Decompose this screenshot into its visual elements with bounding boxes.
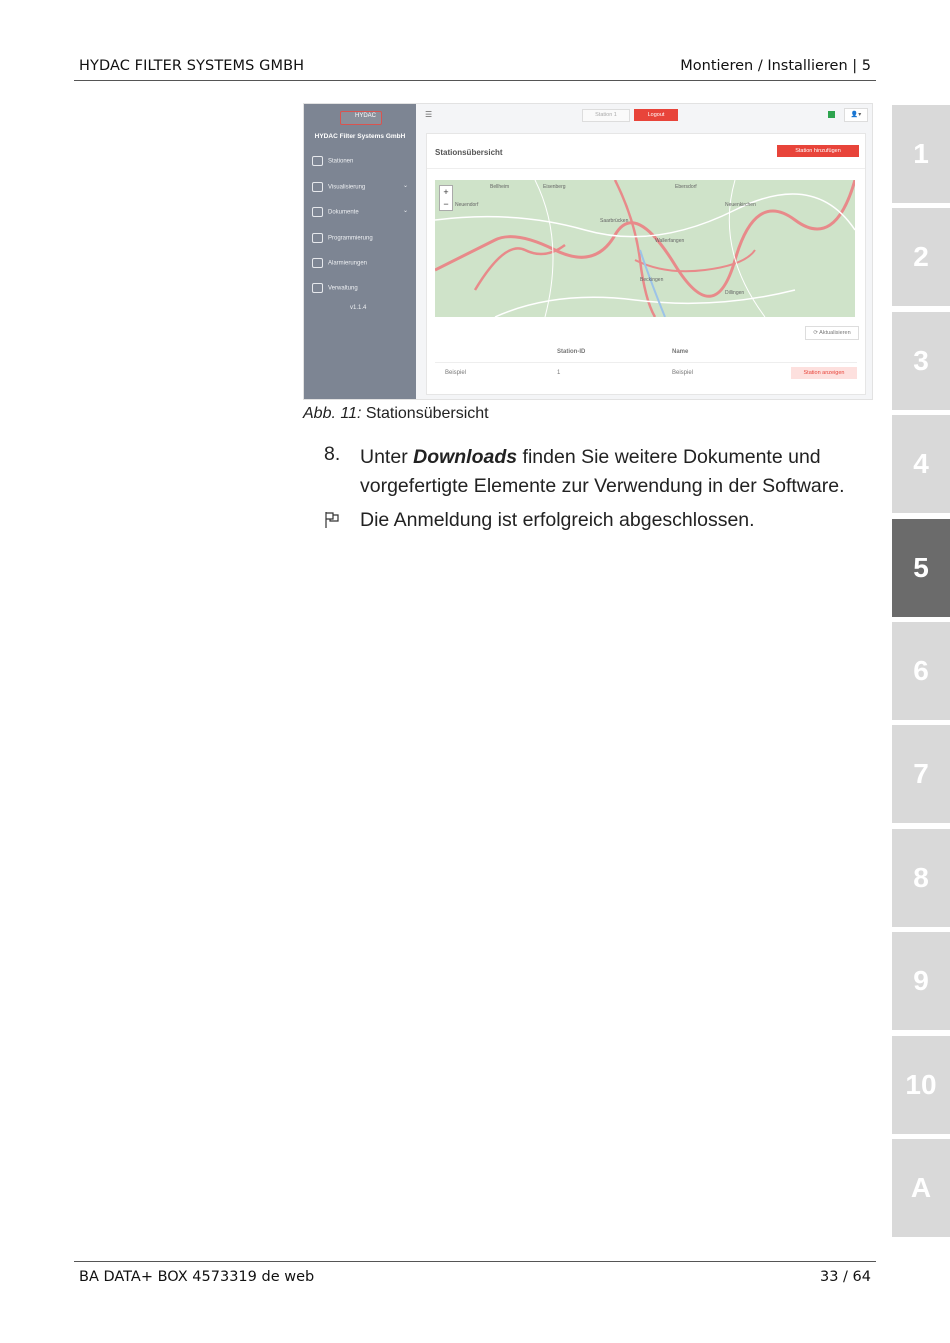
map-label: Bellheim	[490, 184, 510, 190]
chevron-down-icon: ⌄	[402, 183, 408, 189]
sidebar-item-verwaltung[interactable]: Verwaltung	[312, 283, 412, 295]
chart-icon	[312, 182, 323, 192]
document-icon	[312, 207, 323, 217]
chapter-tab-7[interactable]: 7	[892, 725, 950, 823]
footer-page: 33 / 64	[819, 1269, 871, 1285]
sidebar-item-visualisierung[interactable]: Visualisierung ⌄	[312, 182, 412, 194]
app-version: v1.1.4	[350, 305, 367, 311]
chapter-tab-1[interactable]: 1	[892, 105, 950, 203]
station-map[interactable]	[435, 180, 855, 317]
chapter-tab-3[interactable]: 3	[892, 312, 950, 410]
result-flag-icon	[324, 511, 340, 529]
chapter-tab-8[interactable]: 8	[892, 829, 950, 927]
map-roads	[435, 180, 855, 317]
header-section: Montieren / Installieren | 5	[680, 58, 871, 74]
bell-icon	[312, 258, 323, 268]
footer-divider	[74, 1261, 876, 1262]
chapter-tab-4[interactable]: 4	[892, 415, 950, 513]
sidebar-item-dokumente[interactable]: Dokumente ⌄	[312, 207, 412, 219]
code-icon	[312, 233, 323, 243]
logout-button[interactable]: Logout	[634, 109, 678, 121]
footer-document: BA DATA+ BOX 4573319 de web	[79, 1269, 315, 1285]
map-label: Neuendorf	[455, 202, 479, 208]
table-cell-name: Beispiel	[672, 370, 694, 376]
user-menu-icon[interactable]: 👤▾	[844, 108, 868, 122]
caption-text: Stationsübersicht	[365, 405, 489, 422]
table-divider	[435, 362, 857, 363]
status-icon	[828, 111, 835, 118]
stations-card	[426, 133, 866, 395]
chapter-tab-5[interactable]: 5	[892, 519, 950, 617]
chapter-tab-a[interactable]: A	[892, 1139, 950, 1237]
map-label: Beckingen	[640, 277, 664, 283]
chapter-tab-6[interactable]: 6	[892, 622, 950, 720]
menu-toggle-icon[interactable]: ☰	[425, 110, 433, 119]
step-text: Unter Downloads finden Sie weitere Dokumente und vorgefertigte Elemente zur Verwendung in der Software.	[360, 446, 845, 497]
sidebar-item-alarmierungen[interactable]: Alarmierungen	[312, 258, 412, 270]
zoom-in-button[interactable]: +	[443, 187, 449, 197]
chapter-tab-2[interactable]: 2	[892, 208, 950, 306]
header-divider	[74, 80, 876, 81]
app-sidebar	[304, 104, 416, 399]
add-station-button[interactable]: Station hinzufügen	[777, 145, 859, 157]
result-text: Die Anmeldung ist erfolgreich abgeschlossen.	[360, 509, 755, 531]
header-company: HYDAC FILTER SYSTEMS GMBH	[79, 58, 305, 74]
step-number: 8.	[324, 443, 341, 465]
chapter-tab-9[interactable]: 9	[892, 932, 950, 1030]
app-topbar	[416, 104, 872, 126]
zoom-out-button[interactable]: −	[443, 199, 449, 209]
sidebar-company: HYDAC Filter Systems GmbH	[314, 133, 406, 140]
column-header-station-id: Station-ID	[557, 349, 586, 355]
refresh-icon: ⟳	[813, 330, 820, 336]
sidebar-item-stationen[interactable]: Stationen	[312, 156, 412, 168]
map-label: Eisenberg	[543, 184, 566, 190]
map-label: Saarbrücken	[600, 218, 629, 224]
station-select[interactable]: Station 1	[582, 109, 630, 122]
map-label: Dillingen	[725, 290, 745, 296]
map-label: Ebersdorf	[675, 184, 697, 190]
chapter-tab-10[interactable]: 10	[892, 1036, 950, 1134]
map-zoom-control	[439, 185, 453, 211]
refresh-button[interactable]: ⟳ Aktualisieren	[805, 326, 859, 340]
figure-caption	[303, 405, 489, 423]
settings-icon	[312, 283, 323, 293]
show-station-button[interactable]: Station anzeigen	[791, 367, 857, 379]
map-label: Wallerfangen	[655, 238, 685, 244]
column-header-name: Name	[672, 349, 689, 355]
station-icon	[312, 156, 323, 166]
map-label: Neuenkirchen	[725, 202, 756, 208]
card-title: Stationsübersicht	[435, 148, 503, 157]
table-cell: Beispiel	[445, 370, 467, 376]
caption-prefix: Abb. 11:	[303, 405, 362, 422]
chevron-down-icon: ⌄	[402, 208, 408, 214]
step-emphasis: Downloads	[413, 446, 518, 468]
stations-screenshot	[303, 103, 873, 400]
sidebar-item-programmierung[interactable]: Programmierung	[312, 233, 412, 245]
card-divider	[427, 168, 865, 169]
hydac-logo: HYDAC	[340, 111, 382, 125]
table-cell-id: 1	[557, 370, 561, 376]
